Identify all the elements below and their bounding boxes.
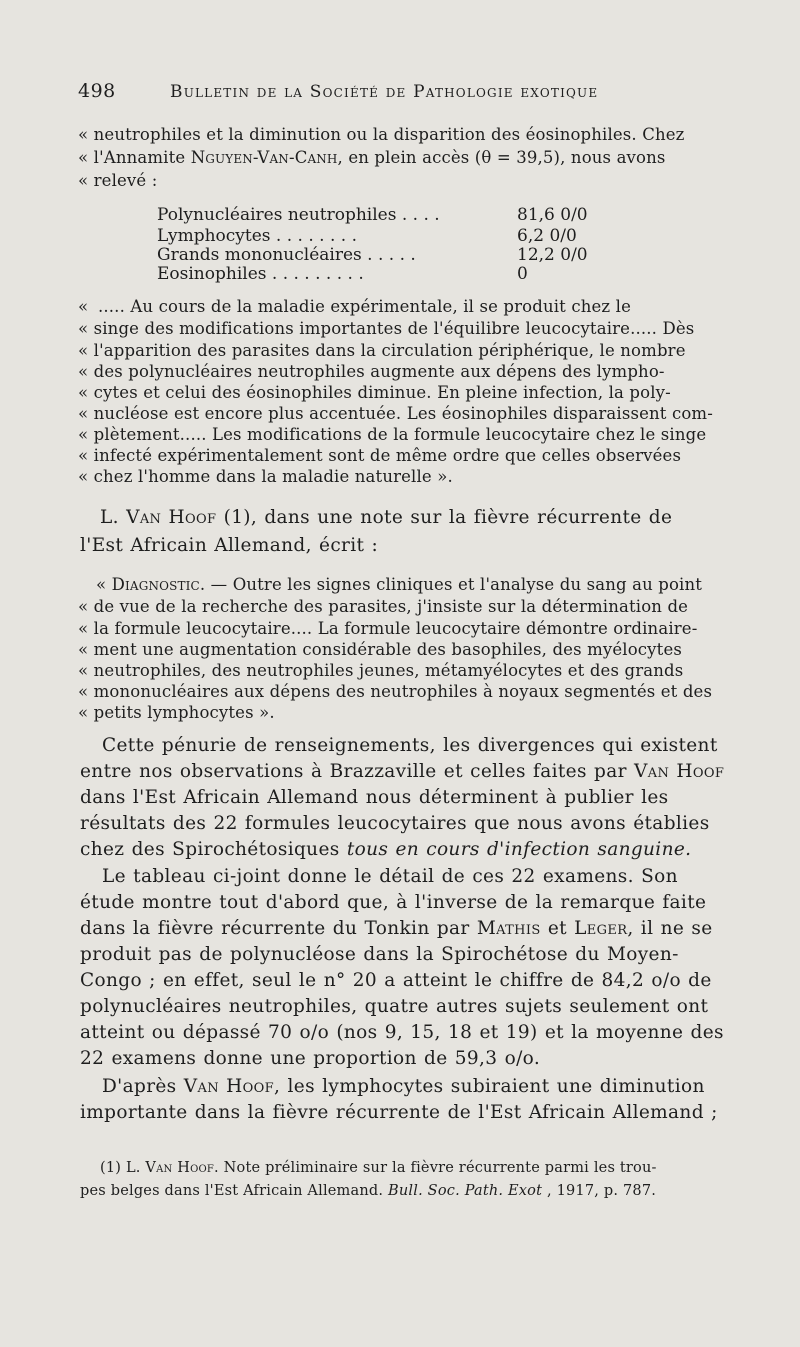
author-name: Van Hoof [126,507,217,528]
patient-name: Nguyen-Van-Canh [190,148,338,167]
page-number: 498 [78,80,116,102]
quote-line: « des polynucléaires neutrophiles augmente aux dépens des lympho- [78,362,665,381]
text-line: produit pas de polynucléose dans la Spirochétose du Moyen- [80,944,679,965]
author-name: Mathis [476,918,541,939]
text-line: entre nos observations à Brazzaville et celles faites par Van Hoof [80,761,725,782]
text-line: 22 examens donne une proportion de 59,3 o/o. [80,1048,541,1069]
quote-line: « ment une augmentation considérable des basophiles, des myélocytes [78,640,682,659]
quote-line: « chez l'homme dans la maladie naturelle ». [78,467,453,486]
quote-line: « infecté expérimentalement sont de même ordre que celles observées [78,446,682,465]
author-name: Van Hoof [183,1076,275,1097]
text-line: L. Van Hoof (1), dans une note sur la fièvre récurrente de [100,507,673,528]
footnote: pes belges dans l'Est Africain Allemand. Bull. Soc. Path. Exot , 1917, p. 787. [80,1183,657,1199]
text-line: Cette pénurie de renseignements, les divergences qui existent [102,735,718,756]
quote-line: « plètement..... Les modifications de la formule leucocytaire chez le singe [78,425,707,444]
running-title: Bulletin de la Société de Pathologie exotique [170,82,599,102]
quote-line: « neutrophiles, des neutrophiles jeunes, métamyélocytes et des grands [78,661,684,680]
quote-line: « la formule leucocytaire.... La formule leucocytaire démontre ordinaire- [78,619,698,638]
quote-line: « l'Annamite Nguyen-Van-Canh, en plein accès (θ = 39,5), nous avons [78,148,666,167]
text-line: Le tableau ci-joint donne le détail de ces 22 examens. Son [102,866,678,887]
text-line: l'Est Africain Allemand, écrit : [80,535,379,556]
quote-line: « l'apparition des parasites dans la circulation périphérique, le nombre [78,341,686,360]
text-line: atteint ou dépassé 70 o/o (nos 9, 15, 18 et 19) et la moyenne des [80,1022,724,1043]
table-row: Eosinophiles . . . . . . . . . 0 [157,264,528,284]
quote-line: « ..... Au cours de la maladie expérimentale, il se produit chez le [78,297,631,316]
table-row: Grands mononucléaires . . . . . 12,2 0/0 [157,245,588,265]
quote-heading: Diagnostic. [111,575,206,594]
quote-line: « singe des modifications importantes de l'équilibre leucocytaire..... Dès [78,319,695,338]
quote-line: « neutrophiles et la diminution ou la disparition des éosinophiles. Chez [78,125,685,144]
text-line: chez des Spirochétosiques tous en cours d'infection sanguine. [80,839,692,860]
text-line: résultats des 22 formules leucocytaires que nous avons établies [80,813,710,834]
author-name: Van Hoof [145,1160,215,1176]
quote-line: « de vue de la recherche des parasites, j'insiste sur la détermination de [78,597,689,616]
journal-title: Bull. Soc. Path. Exot [388,1183,543,1199]
emphasis-text: tous en cours d'infection sanguine. [346,839,692,860]
quote-line: « relevé : [78,171,158,190]
text-line: Congo ; en effet, seul le n° 20 a atteint le chiffre de 84,2 o/o de [80,970,712,991]
author-name: Van Hoof [634,761,725,782]
footnote: (1) L. Van Hoof. Note préliminaire sur la fièvre récurrente parmi les trou- [100,1160,657,1176]
text-line: dans la fièvre récurrente du Tonkin par Mathis et Leger, il ne se [80,918,713,939]
text-line: dans l'Est Africain Allemand nous déterminent à publier les [80,787,669,808]
quote-line: « Diagnostic. — Outre les signes cliniques et l'analyse du sang au point [96,575,703,594]
table-row: Lymphocytes . . . . . . . . 6,2 0/0 [157,226,577,246]
text-line: D'après Van Hoof, les lymphocytes subiraient une diminution [102,1076,705,1097]
page-header [78,80,728,106]
text-line: importante dans la fièvre récurrente de l'Est Africain Allemand ; [80,1102,718,1123]
table-row: Polynucléaires neutrophiles . . . . 81,6 0/0 [157,205,588,225]
quote-line: « petits lymphocytes ». [78,703,275,722]
text-line: étude montre tout d'abord que, à l'inverse de la remarque faite [80,892,707,913]
author-name: Leger [574,918,628,939]
quote-line: « mononucléaires aux dépens des neutrophiles à noyaux segmentés et des [78,682,713,701]
quote-line: « nucléose est encore plus accentuée. Les éosinophiles disparaissent com- [78,404,713,423]
quote-line: « cytes et celui des éosinophiles diminue. En pleine infection, la poly- [78,383,671,402]
text-line: polynucléaires neutrophiles, quatre autres sujets seulement ont [80,996,709,1017]
